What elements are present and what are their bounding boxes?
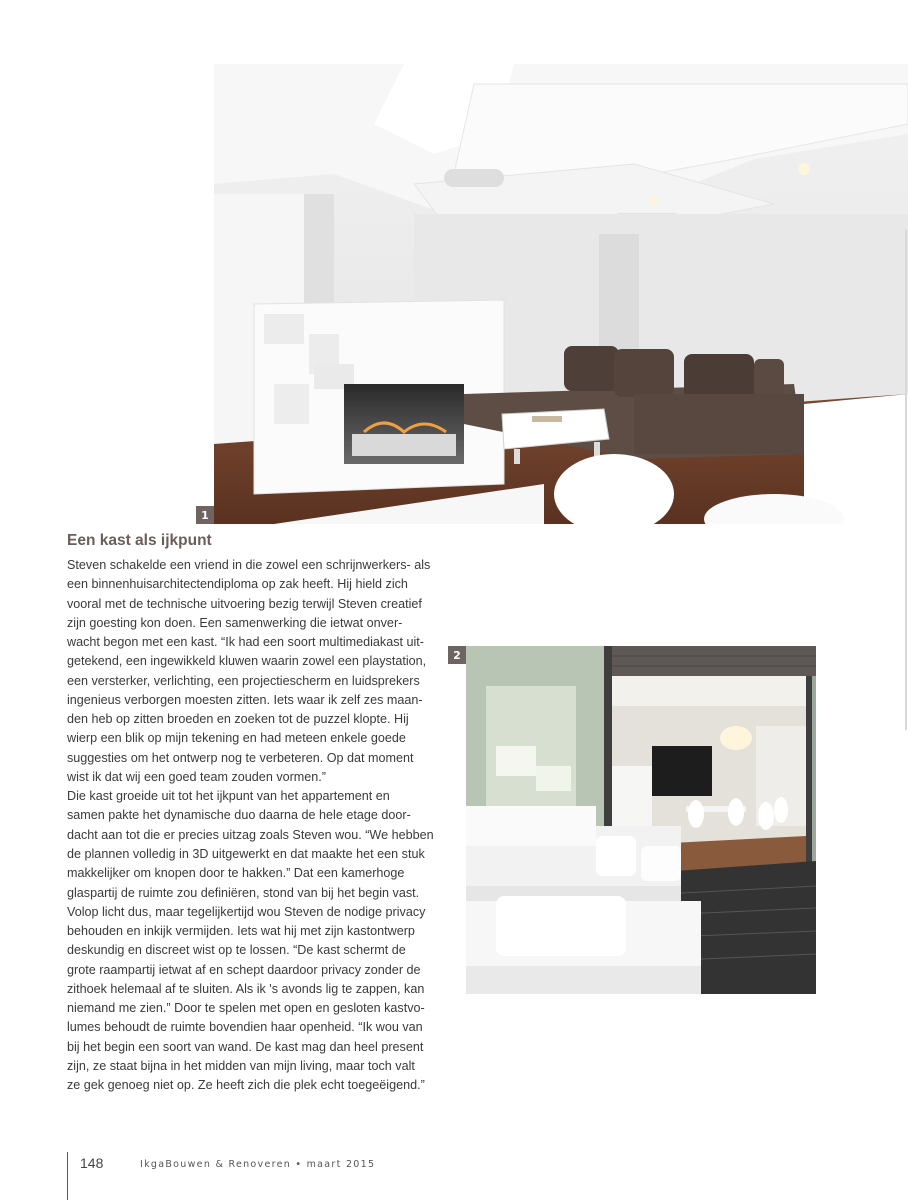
footer-rule <box>67 1152 68 1200</box>
photo-number-badge: 1 <box>196 506 214 524</box>
article-line: ze gek genoeg niet op. Ze heeft zich die plek echt toegeëigend.” <box>67 1078 425 1093</box>
article-line: een versterker, verlichting, een projectiescherm en luidsprekers <box>67 673 420 688</box>
article-line: lumes behoudt de ruimte bovendien haar openheid. “Ik wou van <box>67 1020 423 1035</box>
article-line: wacht begon met een kast. “Ik had een soort multimediakast uit- <box>67 635 425 650</box>
article-line: suggesties om het ontwerp nog te verbeteren. Op dat moment <box>67 750 414 765</box>
living-room-photo <box>214 64 908 524</box>
article-line: bij het begin een soort van wand. De kast mag dan heel present <box>67 1039 424 1054</box>
article-line: Die kast groeide uit tot het ijkpunt van het appartement en <box>67 789 390 804</box>
article-line: samen pakte het dynamische duo daarna de hele etage door- <box>67 808 411 823</box>
article-line: Steven schakelde een vriend in die zowel een schrijnwerkers- als <box>67 558 431 572</box>
terrace-illustration <box>466 646 816 994</box>
article-heading: Een kast als ijkpunt <box>67 532 212 549</box>
article-line: makkelijker om knopen door te hakken.” Dat een kamerhoge <box>67 866 405 881</box>
article-line: glaspartij de ruimte zou definiëren, stond van bij het begin vast. <box>67 885 420 900</box>
article-line: den heb op zitten broeden en zoeken tot de puzzel klopte. Hij <box>67 712 409 727</box>
living-room-illustration <box>214 64 908 524</box>
article-line: ingenieus verborgen moesten zitten. Iets waar ik zelf zes maan- <box>67 692 423 707</box>
article-line: een binnenhuisarchitectendiploma op zak heeft. Hij hield zich <box>67 577 408 592</box>
article-line: behouden en inkijk vermijden. Iets wat hij met zijn kastontwerp <box>67 924 415 939</box>
article-line: zithoek helemaal af te sluiten. Als ik 's avonds lig te zappen, kan <box>67 981 425 996</box>
article-line: zijn, ze staat bijna in het midden van mijn living, maar toch valt <box>67 1058 415 1073</box>
article-line: de plannen volledig in 3D uitgewerkt en dat maakte het een stuk <box>67 846 425 861</box>
page-edge-line <box>905 230 907 730</box>
article-line: dacht aan tot die er precies uitzag zoals Steven wou. “We hebben <box>67 827 434 842</box>
article-body <box>67 556 434 1095</box>
terrace-photo <box>466 646 816 994</box>
article-line: niemand me zien.” Door te spelen met open en gesloten kastvo- <box>67 1001 425 1016</box>
article-line: getekend, een ingewikkeld kluwen waarin zowel een playstation, <box>67 654 427 669</box>
page-number: 148 <box>80 1155 104 1171</box>
article-line: zijn goesting kon doen. Een samenwerking die ietwat onver- <box>67 615 403 630</box>
photo-number-badge: 2 <box>448 646 466 664</box>
article-line: vooral met de technische uitvoering bezig terwijl Steven creatief <box>67 596 422 611</box>
article-line: deskundig en discreet wist op te lossen. “De kast schermt de <box>67 943 406 958</box>
article-line: grote raampartij ietwat af en schept daardoor privacy zonder de <box>67 962 421 977</box>
article-line: wierp een blik op mijn tekening en had meteen enkele goede <box>67 731 406 746</box>
article-line: Volop licht dus, maar tegelijkertijd wou Steven de nodige privacy <box>67 904 426 919</box>
footer-caption: IkgaBouwen & Renoveren • maart 2015 <box>140 1159 376 1170</box>
article-line: wist ik dat wij een goed team zouden vormen.” <box>67 769 327 784</box>
